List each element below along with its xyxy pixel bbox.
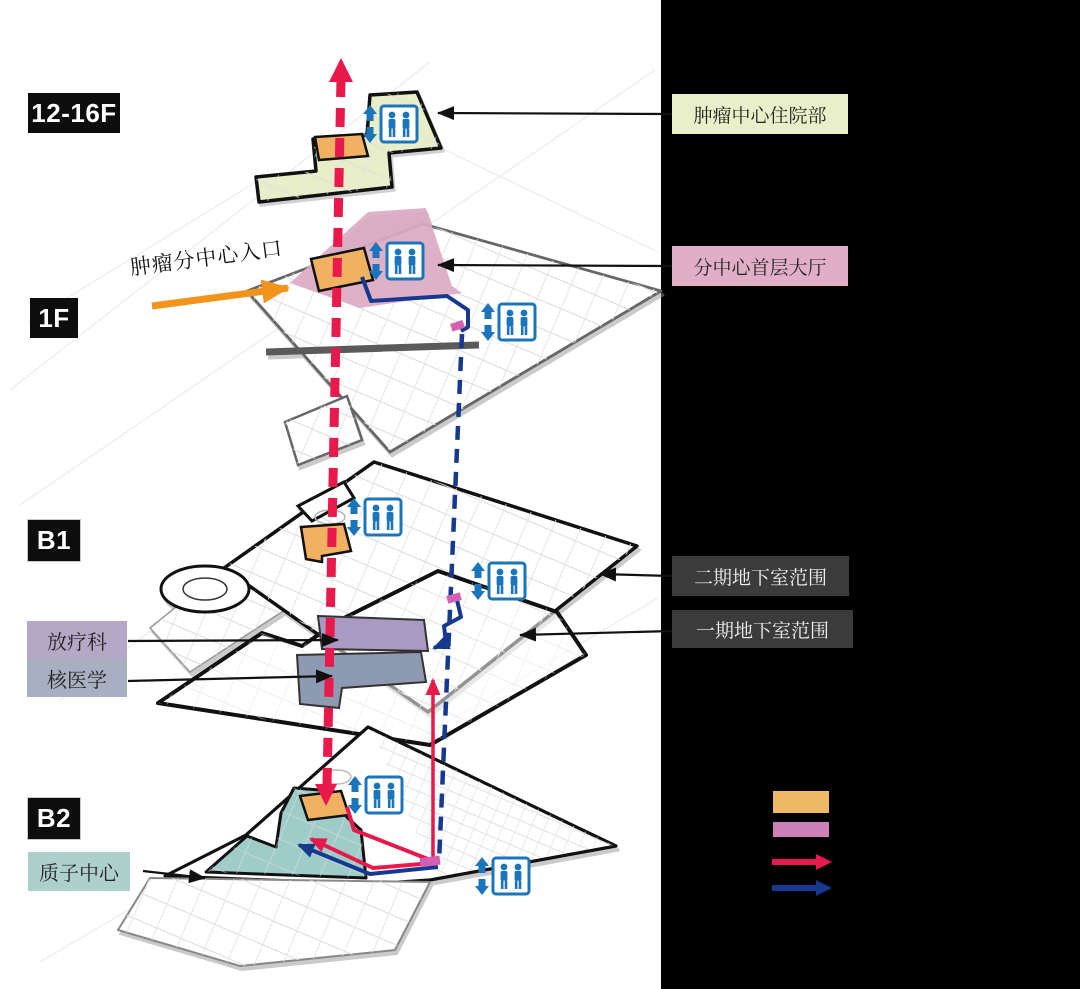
leader-lobby bbox=[438, 265, 672, 266]
callout-lobby: 分中心首层大厅 bbox=[672, 246, 848, 286]
floor-tag-b2: B2 bbox=[27, 797, 81, 840]
floor-tag-b1: B1 bbox=[27, 519, 81, 562]
legend-pink-hall-swatch bbox=[773, 822, 829, 837]
elevator-icon bbox=[475, 857, 529, 895]
legend-red-arrow-bar bbox=[772, 859, 817, 865]
floor-plate-b2 bbox=[118, 727, 616, 966]
callout-inpatient: 肿瘤中心住院部 bbox=[672, 94, 848, 134]
leader-inpatient bbox=[438, 113, 672, 114]
floor-tag-12-16f: 12-16F bbox=[28, 93, 120, 133]
callout-phase2: 二期地下室范围 bbox=[672, 556, 849, 596]
callout-phase1: 一期地下室范围 bbox=[672, 610, 853, 648]
legend-blue-arrow-head bbox=[816, 880, 832, 896]
leader-phase2 bbox=[600, 574, 672, 576]
legend-orange-core-swatch bbox=[773, 791, 829, 813]
legend-red-route-arrow bbox=[772, 854, 834, 870]
callout-proton-center: 质子中心 bbox=[28, 852, 130, 891]
legend-blue-arrow-bar bbox=[772, 885, 817, 891]
legend-blue-route-arrow bbox=[772, 880, 834, 896]
entrance-callout: 肿瘤分中心入口 bbox=[128, 236, 285, 280]
callout-radiotherapy: 放疗科 bbox=[27, 621, 127, 659]
legend-red-arrow-head bbox=[816, 854, 832, 870]
floor-tag-1f: 1F bbox=[30, 298, 78, 338]
leader-radiotherapy bbox=[128, 640, 338, 641]
callout-nuclear-medicine: 核医学 bbox=[27, 659, 127, 697]
